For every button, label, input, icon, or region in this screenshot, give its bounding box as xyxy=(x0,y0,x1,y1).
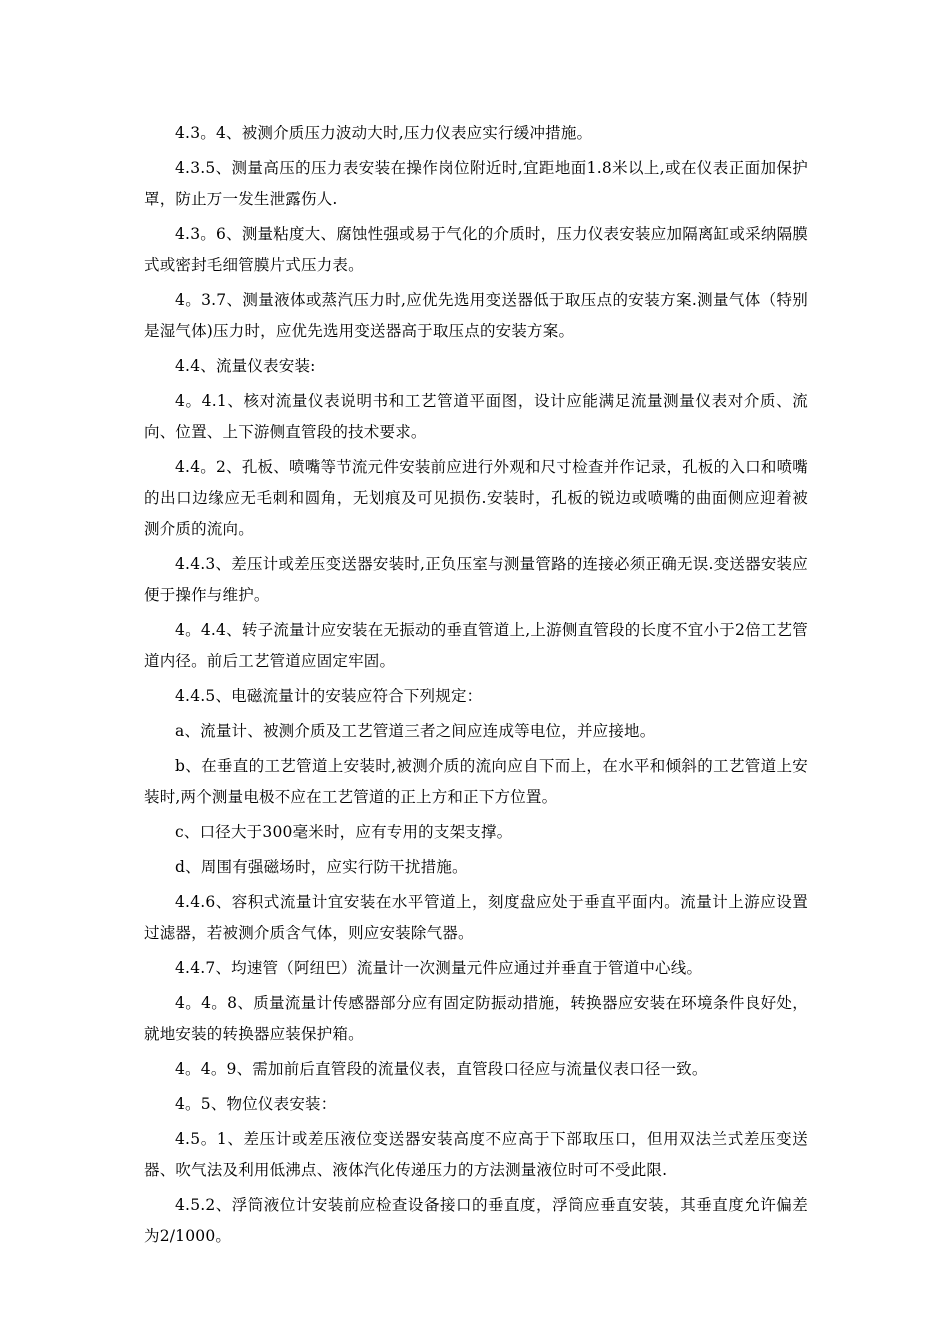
list-item-a: a、流量计、被测介质及工艺管道三者之间应连成等电位，并应接地。 xyxy=(175,722,656,740)
paragraph-4-4-7: 4.4.7、均速管（阿纽巴）流量计一次测量元件应通过并垂直于管道中心线。 xyxy=(175,959,703,977)
section-heading-4-4: 4.4、流量仪表安装: xyxy=(175,357,316,375)
paragraph-4-5-1: 4.5。1、差压计或差压液位变送器安装高度不应高于下部取压口，但用双法兰式差压变送器、吹气法及利用低沸点、液体汽化传递压力的方法测量液位时可不受此限. xyxy=(144,1130,808,1179)
list-item-c: c、口径大于300毫米时，应有专用的支架支撑。 xyxy=(175,823,513,841)
paragraph-4-4-2: 4.4。2、孔板、喷嘴等节流元件安装前应进行外观和尺寸检查并作记录，孔板的入口和喷嘴的出口边缘应无毛刺和圆角，无划痕及可见损伤.安装时，孔板的锐边或喷嘴的曲面侧应迎着被测介质的流向。 xyxy=(144,458,808,538)
paragraph-4-4-9: 4。4。9、需加前后直管段的流量仪表，直管段口径应与流量仪表口径一致。 xyxy=(175,1060,708,1078)
document-body xyxy=(144,118,808,1256)
paragraph-4-4-3: 4.4.3、差压计或差压变送器安装时,正负压室与测量管路的连接必须正确无误.变送器安装应便于操作与维护。 xyxy=(144,555,808,604)
paragraph-4-4-6: 4.4.6、容积式流量计宜安装在水平管道上，刻度盘应处于垂直平面内。流量计上游应设置过滤器，若被测介质含气体，则应安装除气器。 xyxy=(144,893,808,942)
paragraph-4-5-2: 4.5.2、浮筒液位计安装前应检查设备接口的垂直度，浮筒应垂直安装，其垂直度允许偏差为2/1000。 xyxy=(144,1196,808,1245)
paragraph-4-4-4: 4。4.4、转子流量计应安装在无振动的垂直管道上,上游侧直管段的长度不宜小于2倍工艺管道内径。前后工艺管道应固定牢固。 xyxy=(144,621,808,670)
section-heading-4-5: 4。5、物位仪表安装： xyxy=(175,1095,337,1113)
paragraph-4-3-4: 4.3。4、被测介质压力波动大时,压力仪表应实行缓冲措施。 xyxy=(175,124,593,142)
paragraph-4-4-5: 4.4.5、电磁流量计的安装应符合下列规定： xyxy=(175,687,483,705)
list-item-b: b、在垂直的工艺管道上安装时,被测介质的流向应自下而上，在水平和倾斜的工艺管道上安装时,两个测量电极不应在工艺管道的正上方和正下方位置。 xyxy=(144,757,808,806)
paragraph-4-4-1: 4。4.1、核对流量仪表说明书和工艺管道平面图，设计应能满足流量测量仪表对介质、流向、位置、上下游侧直管段的技术要求。 xyxy=(144,392,808,441)
paragraph-4-3-7: 4。3.7、测量液体或蒸汽压力时,应优先选用变送器低于取压点的安装方案.测量气体（特别是湿气体)压力时，应优先选用变送器高于取压点的安装方案。 xyxy=(144,291,808,340)
paragraph-4-4-8: 4。4。8、质量流量计传感器部分应有固定防振动措施，转换器应安装在环境条件良好处，就地安装的转换器应装保护箱。 xyxy=(144,994,808,1043)
paragraph-4-3-6: 4.3。6、测量粘度大、腐蚀性强或易于气化的介质时，压力仪表安装应加隔离缸或采纳隔膜式或密封毛细管膜片式压力表。 xyxy=(144,225,808,274)
list-item-d: d、周围有强磁场时，应实行防干扰措施。 xyxy=(175,858,468,876)
paragraph-4-3-5: 4.3.5、测量高压的压力表安装在操作岗位附近时,宜距地面1.8米以上,或在仪表正面加保护罩，防止万一发生泄露伤人. xyxy=(144,159,808,208)
